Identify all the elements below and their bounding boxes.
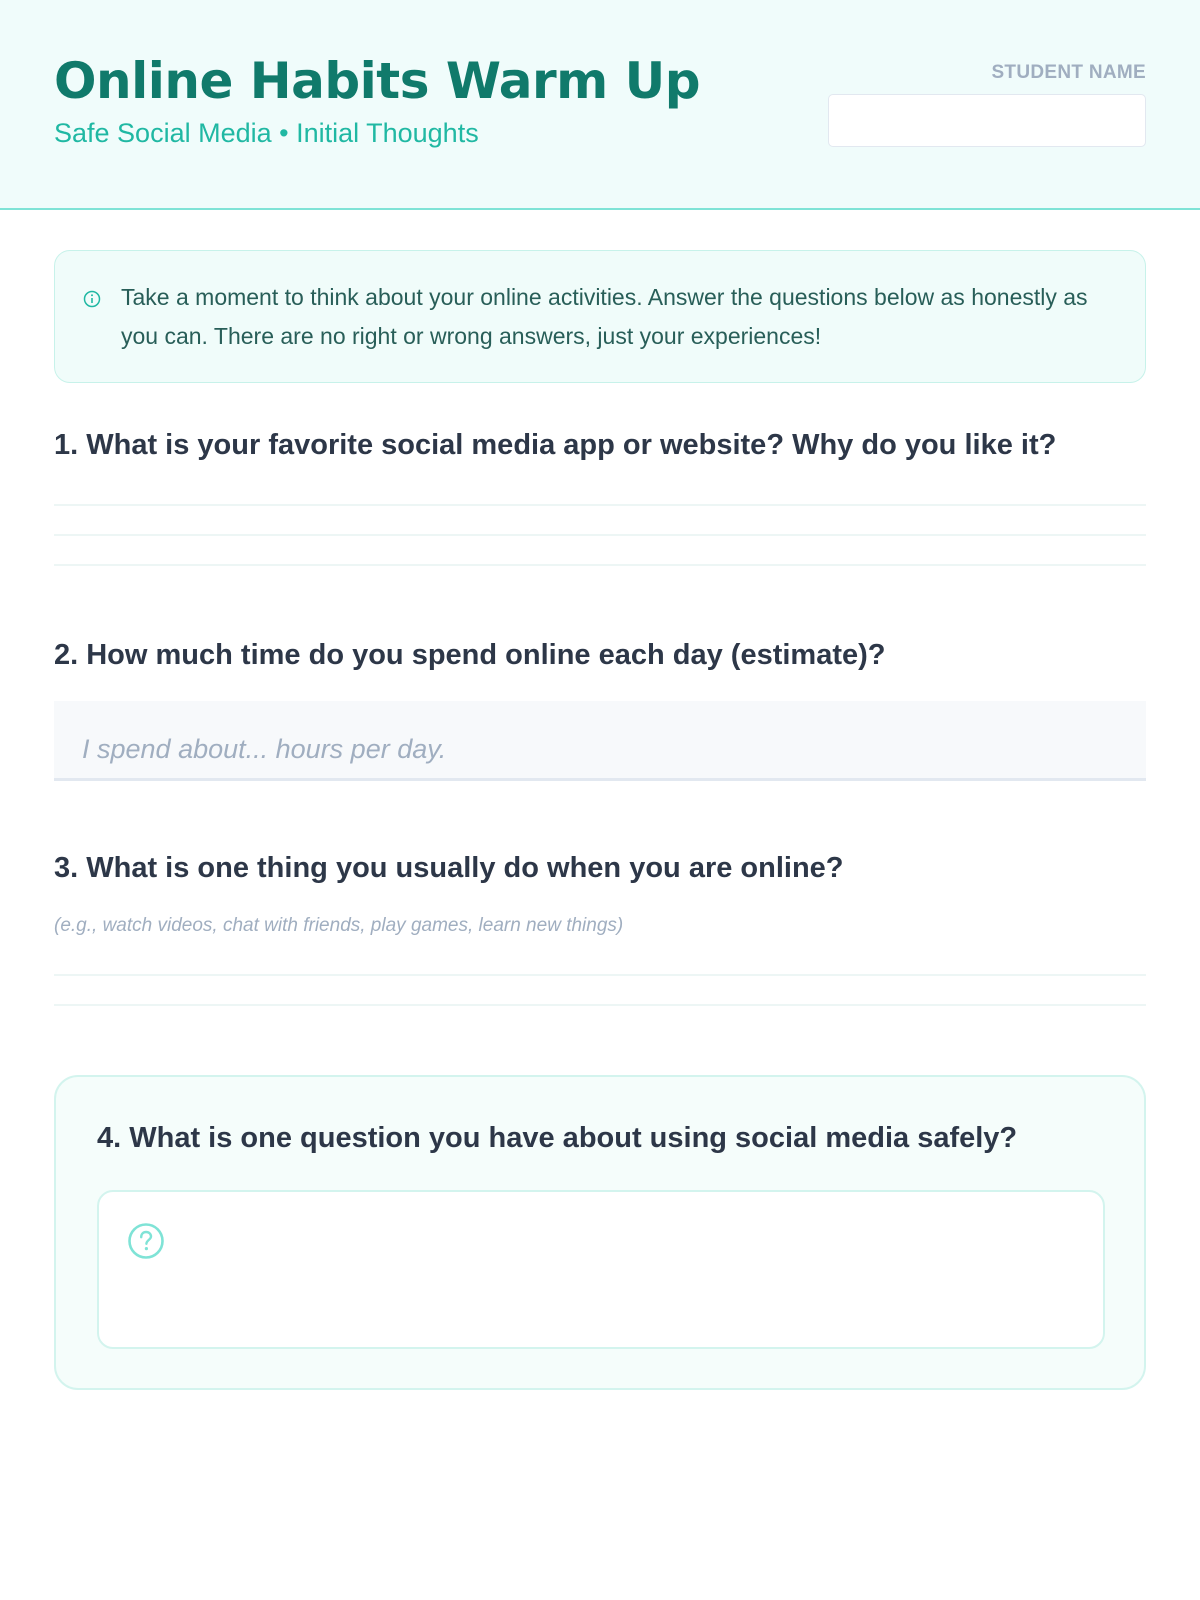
answer-line[interactable] [54,564,1146,566]
time-online-placeholder: I spend about... hours per day. [82,734,447,764]
question-2: 2. How much time do you spend online each day (estimate)? [54,639,886,671]
student-name-field[interactable] [828,94,1146,147]
safety-question-input[interactable] [97,1190,1105,1349]
intro-callout [54,250,1146,383]
answer-line[interactable] [54,504,1146,506]
page-subtitle: Safe Social Media • Initial Thoughts [54,118,479,148]
answer-line[interactable] [54,974,1146,976]
page-title: Online Habits Warm Up [54,52,701,110]
info-icon [82,289,102,309]
question-3-hint: (e.g., watch videos, chat with friends, play games, learn new things) [54,915,624,936]
answer-line[interactable] [54,1004,1146,1006]
question-3: 3. What is one thing you usually do when you are online? [54,852,844,884]
worksheet-header [0,0,1200,210]
answer-line[interactable] [54,534,1146,536]
question-4: 4. What is one question you have about using social media safely? [97,1122,1018,1154]
intro-text: Take a moment to think about your online activities. Answer the questions below as honestly as you can. There are no right or wrong answers, just your experiences! [121,284,1088,349]
question-1: 1. What is your favorite social media app or website? Why do you like it? [54,429,1057,461]
question-circle-icon [127,1222,165,1260]
question-4-card [54,1075,1146,1390]
student-name-label: STUDENT NAME [991,62,1146,83]
time-online-input[interactable] [54,701,1146,781]
